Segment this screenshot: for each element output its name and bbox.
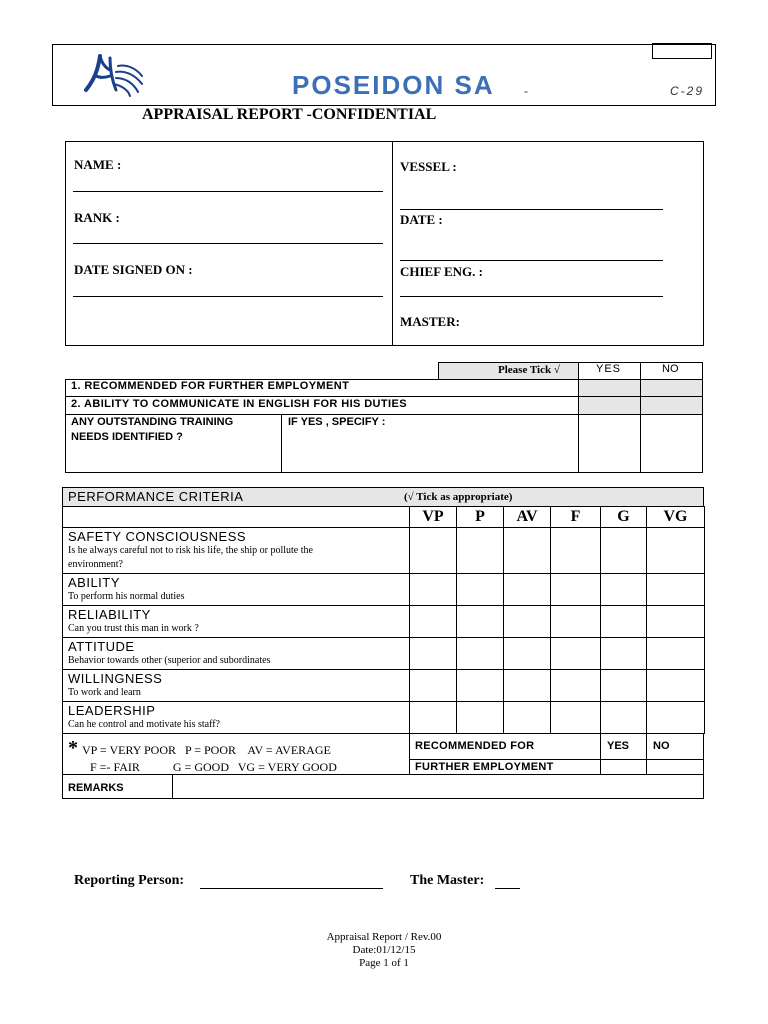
chief-eng-field[interactable] bbox=[400, 296, 663, 297]
criteria-row bbox=[62, 637, 410, 670]
grade-header-vg bbox=[646, 506, 705, 528]
recommended-no-label: NO bbox=[653, 740, 670, 752]
rating-box-av[interactable] bbox=[503, 605, 551, 638]
master-label: MASTER: bbox=[400, 314, 460, 329]
q2-yes-box[interactable] bbox=[578, 396, 641, 415]
rating-box-p[interactable] bbox=[456, 637, 504, 670]
rank-field[interactable] bbox=[73, 243, 383, 244]
remarks-field[interactable] bbox=[172, 774, 704, 799]
criteria-name: LEADERSHIP bbox=[68, 703, 156, 718]
header-corner-box bbox=[652, 43, 712, 59]
rating-box-g[interactable] bbox=[600, 637, 647, 670]
no-header-label: NO bbox=[662, 363, 679, 375]
please-tick-label: Please Tick √ bbox=[498, 364, 560, 376]
rating-box-vg[interactable] bbox=[646, 605, 705, 638]
rating-box-av[interactable] bbox=[503, 701, 551, 734]
grade-header-g bbox=[600, 506, 647, 528]
footer-revision: Appraisal Report / Rev.00 bbox=[326, 931, 442, 943]
training-yes-box[interactable] bbox=[578, 414, 641, 473]
header-dash: - bbox=[524, 84, 528, 98]
rating-box-g[interactable] bbox=[600, 527, 647, 574]
grade-header-f bbox=[550, 506, 601, 528]
rating-box-f[interactable] bbox=[550, 669, 601, 702]
criteria-description-cont: environment? bbox=[68, 559, 123, 570]
legend-line1: VP = VERY POOR P = POOR AV = AVERAGE bbox=[82, 743, 331, 757]
rating-box-g[interactable] bbox=[600, 701, 647, 734]
q1-label: 1. RECOMMENDED FOR FURTHER EMPLOYMENT bbox=[71, 380, 350, 392]
vessel-label: VESSEL : bbox=[400, 159, 457, 174]
training-label-line2: NEEDS IDENTIFIED ? bbox=[71, 431, 183, 443]
rating-box-av[interactable] bbox=[503, 573, 551, 606]
recommended-yes-divider bbox=[600, 759, 647, 760]
rating-box-vp[interactable] bbox=[409, 573, 457, 606]
rating-box-vp[interactable] bbox=[409, 605, 457, 638]
rating-box-vp[interactable] bbox=[409, 669, 457, 702]
criteria-row bbox=[62, 527, 410, 574]
the-master-signature-line[interactable] bbox=[495, 888, 520, 889]
chief-eng-label: CHIEF ENG. : bbox=[400, 264, 483, 279]
company-name: POSEIDON SA bbox=[292, 70, 495, 100]
performance-criteria-title: PERFORMANCE CRITERIA bbox=[68, 489, 244, 504]
criteria-name: ABILITY bbox=[68, 575, 120, 590]
rating-box-p[interactable] bbox=[456, 701, 504, 734]
rating-box-av[interactable] bbox=[503, 669, 551, 702]
rank-label: RANK : bbox=[74, 210, 120, 225]
grade-header-av bbox=[503, 506, 551, 528]
criteria-name: ATTITUDE bbox=[68, 639, 135, 654]
q1-no-box[interactable] bbox=[640, 379, 703, 397]
criteria-description: Behavior towards other (superior and subordinates bbox=[68, 655, 271, 666]
name-field[interactable] bbox=[73, 191, 383, 192]
criteria-description: Can he control and motivate his staff? bbox=[68, 719, 220, 730]
rating-box-p[interactable] bbox=[456, 669, 504, 702]
criteria-column-blank bbox=[62, 506, 410, 528]
remarks-label: REMARKS bbox=[68, 782, 124, 794]
criteria-row bbox=[62, 701, 410, 734]
rating-box-f[interactable] bbox=[550, 701, 601, 734]
grade-header-label: AV bbox=[516, 508, 538, 525]
reporting-person-signature-line[interactable] bbox=[200, 888, 383, 889]
grade-header-vp bbox=[409, 506, 457, 528]
rating-box-g[interactable] bbox=[600, 573, 647, 606]
training-no-box[interactable] bbox=[640, 414, 703, 473]
grade-header-label: VG bbox=[663, 508, 688, 525]
criteria-name: RELIABILITY bbox=[68, 607, 151, 622]
legend-line2: F =- FAIR G = GOOD VG = VERY GOOD bbox=[90, 760, 337, 774]
date-label: DATE : bbox=[400, 212, 443, 227]
tick-note: (√ Tick as appropriate) bbox=[404, 491, 513, 503]
date-field[interactable] bbox=[400, 260, 663, 261]
yes-header-label: YES bbox=[596, 363, 622, 375]
legend-star: * bbox=[68, 737, 78, 759]
q2-no-box[interactable] bbox=[640, 396, 703, 415]
date-signed-field[interactable] bbox=[73, 296, 383, 297]
name-label: NAME : bbox=[74, 157, 122, 172]
rating-box-p[interactable] bbox=[456, 573, 504, 606]
rating-box-g[interactable] bbox=[600, 605, 647, 638]
grade-header-label: G bbox=[617, 508, 630, 525]
rating-box-vg[interactable] bbox=[646, 637, 705, 670]
grade-header-p bbox=[456, 506, 504, 528]
rating-box-f[interactable] bbox=[550, 573, 601, 606]
rating-box-av[interactable] bbox=[503, 637, 551, 670]
criteria-name: WILLINGNESS bbox=[68, 671, 163, 686]
date-signed-label: DATE SIGNED ON : bbox=[74, 262, 193, 277]
criteria-description: To perform his normal duties bbox=[68, 591, 185, 602]
criteria-description: Can you trust this man in work ? bbox=[68, 623, 199, 634]
criteria-row bbox=[62, 573, 410, 606]
grade-header-label: VP bbox=[422, 508, 444, 525]
vessel-field[interactable] bbox=[400, 209, 663, 210]
criteria-description: Is he always careful not to risk his life, the ship or pollute the bbox=[68, 545, 313, 556]
poseidon-logo-icon bbox=[80, 50, 152, 98]
grade-header-label: P bbox=[475, 508, 485, 525]
if-yes-specify-label: IF YES , SPECIFY : bbox=[288, 416, 386, 428]
rating-box-p[interactable] bbox=[456, 605, 504, 638]
rating-box-av[interactable] bbox=[503, 527, 551, 574]
recommended-yes-label: YES bbox=[607, 740, 630, 752]
recommended-line2: FURTHER EMPLOYMENT bbox=[415, 761, 554, 773]
details-divider bbox=[392, 141, 393, 346]
q1-yes-box[interactable] bbox=[578, 379, 641, 397]
rating-box-vp[interactable] bbox=[409, 701, 457, 734]
rating-box-f[interactable] bbox=[550, 637, 601, 670]
criteria-row bbox=[62, 669, 410, 702]
footer-page: Page 1 of 1 bbox=[359, 957, 409, 969]
criteria-description: To work and learn bbox=[68, 687, 141, 698]
recommended-line1: RECOMMENDED FOR bbox=[415, 740, 535, 752]
grade-header-label: F bbox=[570, 508, 581, 525]
document-code: C-29 bbox=[670, 84, 705, 98]
rating-box-vp[interactable] bbox=[409, 637, 457, 670]
recommended-no-divider bbox=[646, 759, 704, 760]
rating-box-vg[interactable] bbox=[646, 669, 705, 702]
rating-box-p[interactable] bbox=[456, 527, 504, 574]
training-label-line1: ANY OUTSTANDING TRAINING bbox=[71, 416, 234, 428]
rating-box-g[interactable] bbox=[600, 669, 647, 702]
footer-date: Date:01/12/15 bbox=[352, 944, 416, 956]
rating-box-vg[interactable] bbox=[646, 527, 705, 574]
rating-box-vg[interactable] bbox=[646, 701, 705, 734]
rating-box-vp[interactable] bbox=[409, 527, 457, 574]
q2-label: 2. ABILITY TO COMMUNICATE IN ENGLISH FOR HIS DUTIES bbox=[71, 398, 407, 410]
page-title: APPRAISAL REPORT -CONFIDENTIAL bbox=[142, 106, 437, 123]
recommended-divider bbox=[409, 759, 601, 760]
rating-box-f[interactable] bbox=[550, 527, 601, 574]
rating-box-f[interactable] bbox=[550, 605, 601, 638]
the-master-label: The Master: bbox=[410, 873, 485, 888]
reporting-person-label: Reporting Person: bbox=[74, 873, 185, 888]
criteria-name: SAFETY CONSCIOUSNESS bbox=[68, 529, 247, 544]
criteria-row bbox=[62, 605, 410, 638]
rating-box-vg[interactable] bbox=[646, 573, 705, 606]
